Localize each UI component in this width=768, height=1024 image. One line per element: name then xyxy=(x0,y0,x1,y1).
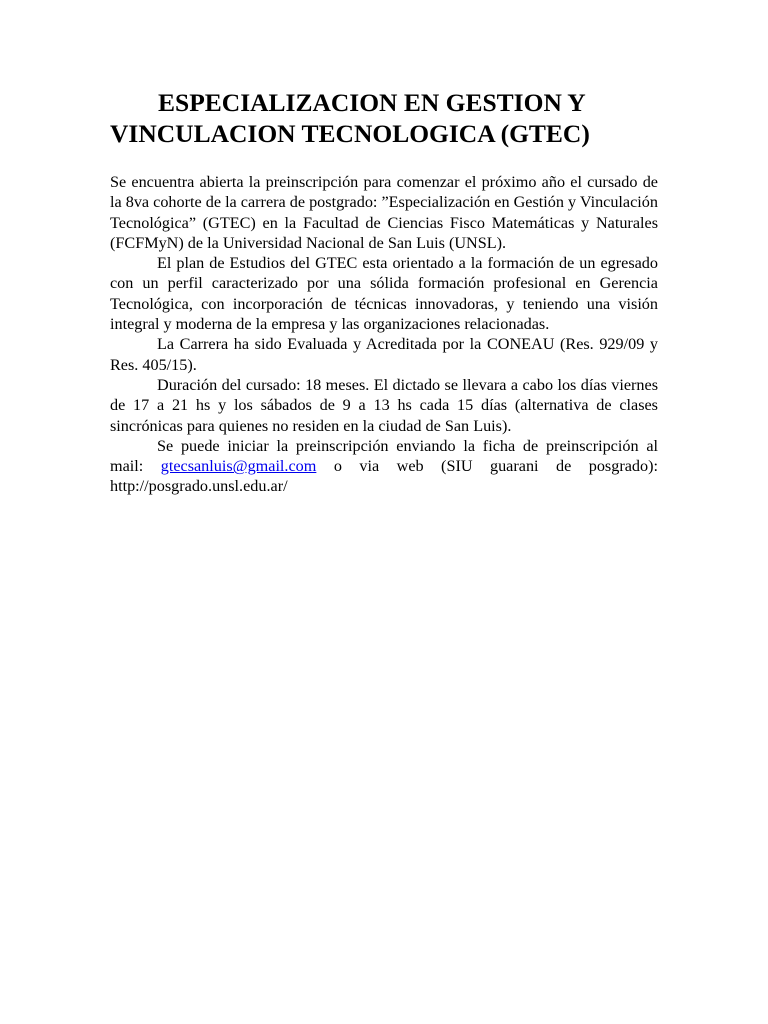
paragraph-enrollment xyxy=(110,436,658,497)
paragraph-accreditation: La Carrera ha sido Evaluada y Acreditada por la CONEAU (Res. 929/09 y Res. 405/15). xyxy=(110,335,658,374)
paragraph-intro: Se encuentra abierta la preinscripción para comenzar el próximo año el cursado de la 8va cohorte de la carrera de postgrado: ”Especialización en Gestión y Vinculación Tecnológica” (GTEC) en la Facultad de Ciencias Fisco Matemáticas y Naturales (FCFMyN) de la Universidad Nacional de San Luis (UNSL). xyxy=(110,173,658,252)
enrollment-text-before: Se puede iniciar la preinscripción enviando la ficha de preinscripción al mail: xyxy=(110,436,658,476)
title-line-1: ESPECIALIZACION EN GESTION Y xyxy=(158,88,586,117)
document-body xyxy=(110,172,658,497)
document-title xyxy=(110,87,670,149)
paragraph-duration: Duración del cursado: 18 meses. El dictado se llevara a cabo los días viernes de 17 a 21 hs y los sábados de 9 a 13 hs cada 15 días (alternativa de clases sincrónicas para quienes no residen en la ciudad de San Luis). xyxy=(110,375,658,435)
title-line-2: VINCULACION TECNOLOGICA (GTEC) xyxy=(110,119,590,148)
email-link[interactable]: gtecsanluis@gmail.com xyxy=(160,457,317,476)
enrollment-text-after: o via web (SIU guarani de posgrado): http://posgrado.unsl.edu.ar/ xyxy=(110,457,658,496)
paragraph-study-plan: El plan de Estudios del GTEC esta orientado a la formación de un egresado con un perfil caracterizado por una sólida formación profesional en Gerencia Tecnológica, con incorporación de técnicas innovadoras, y teniendo una visión integral y moderna de la empresa y las organizaciones relacionadas. xyxy=(110,254,658,334)
